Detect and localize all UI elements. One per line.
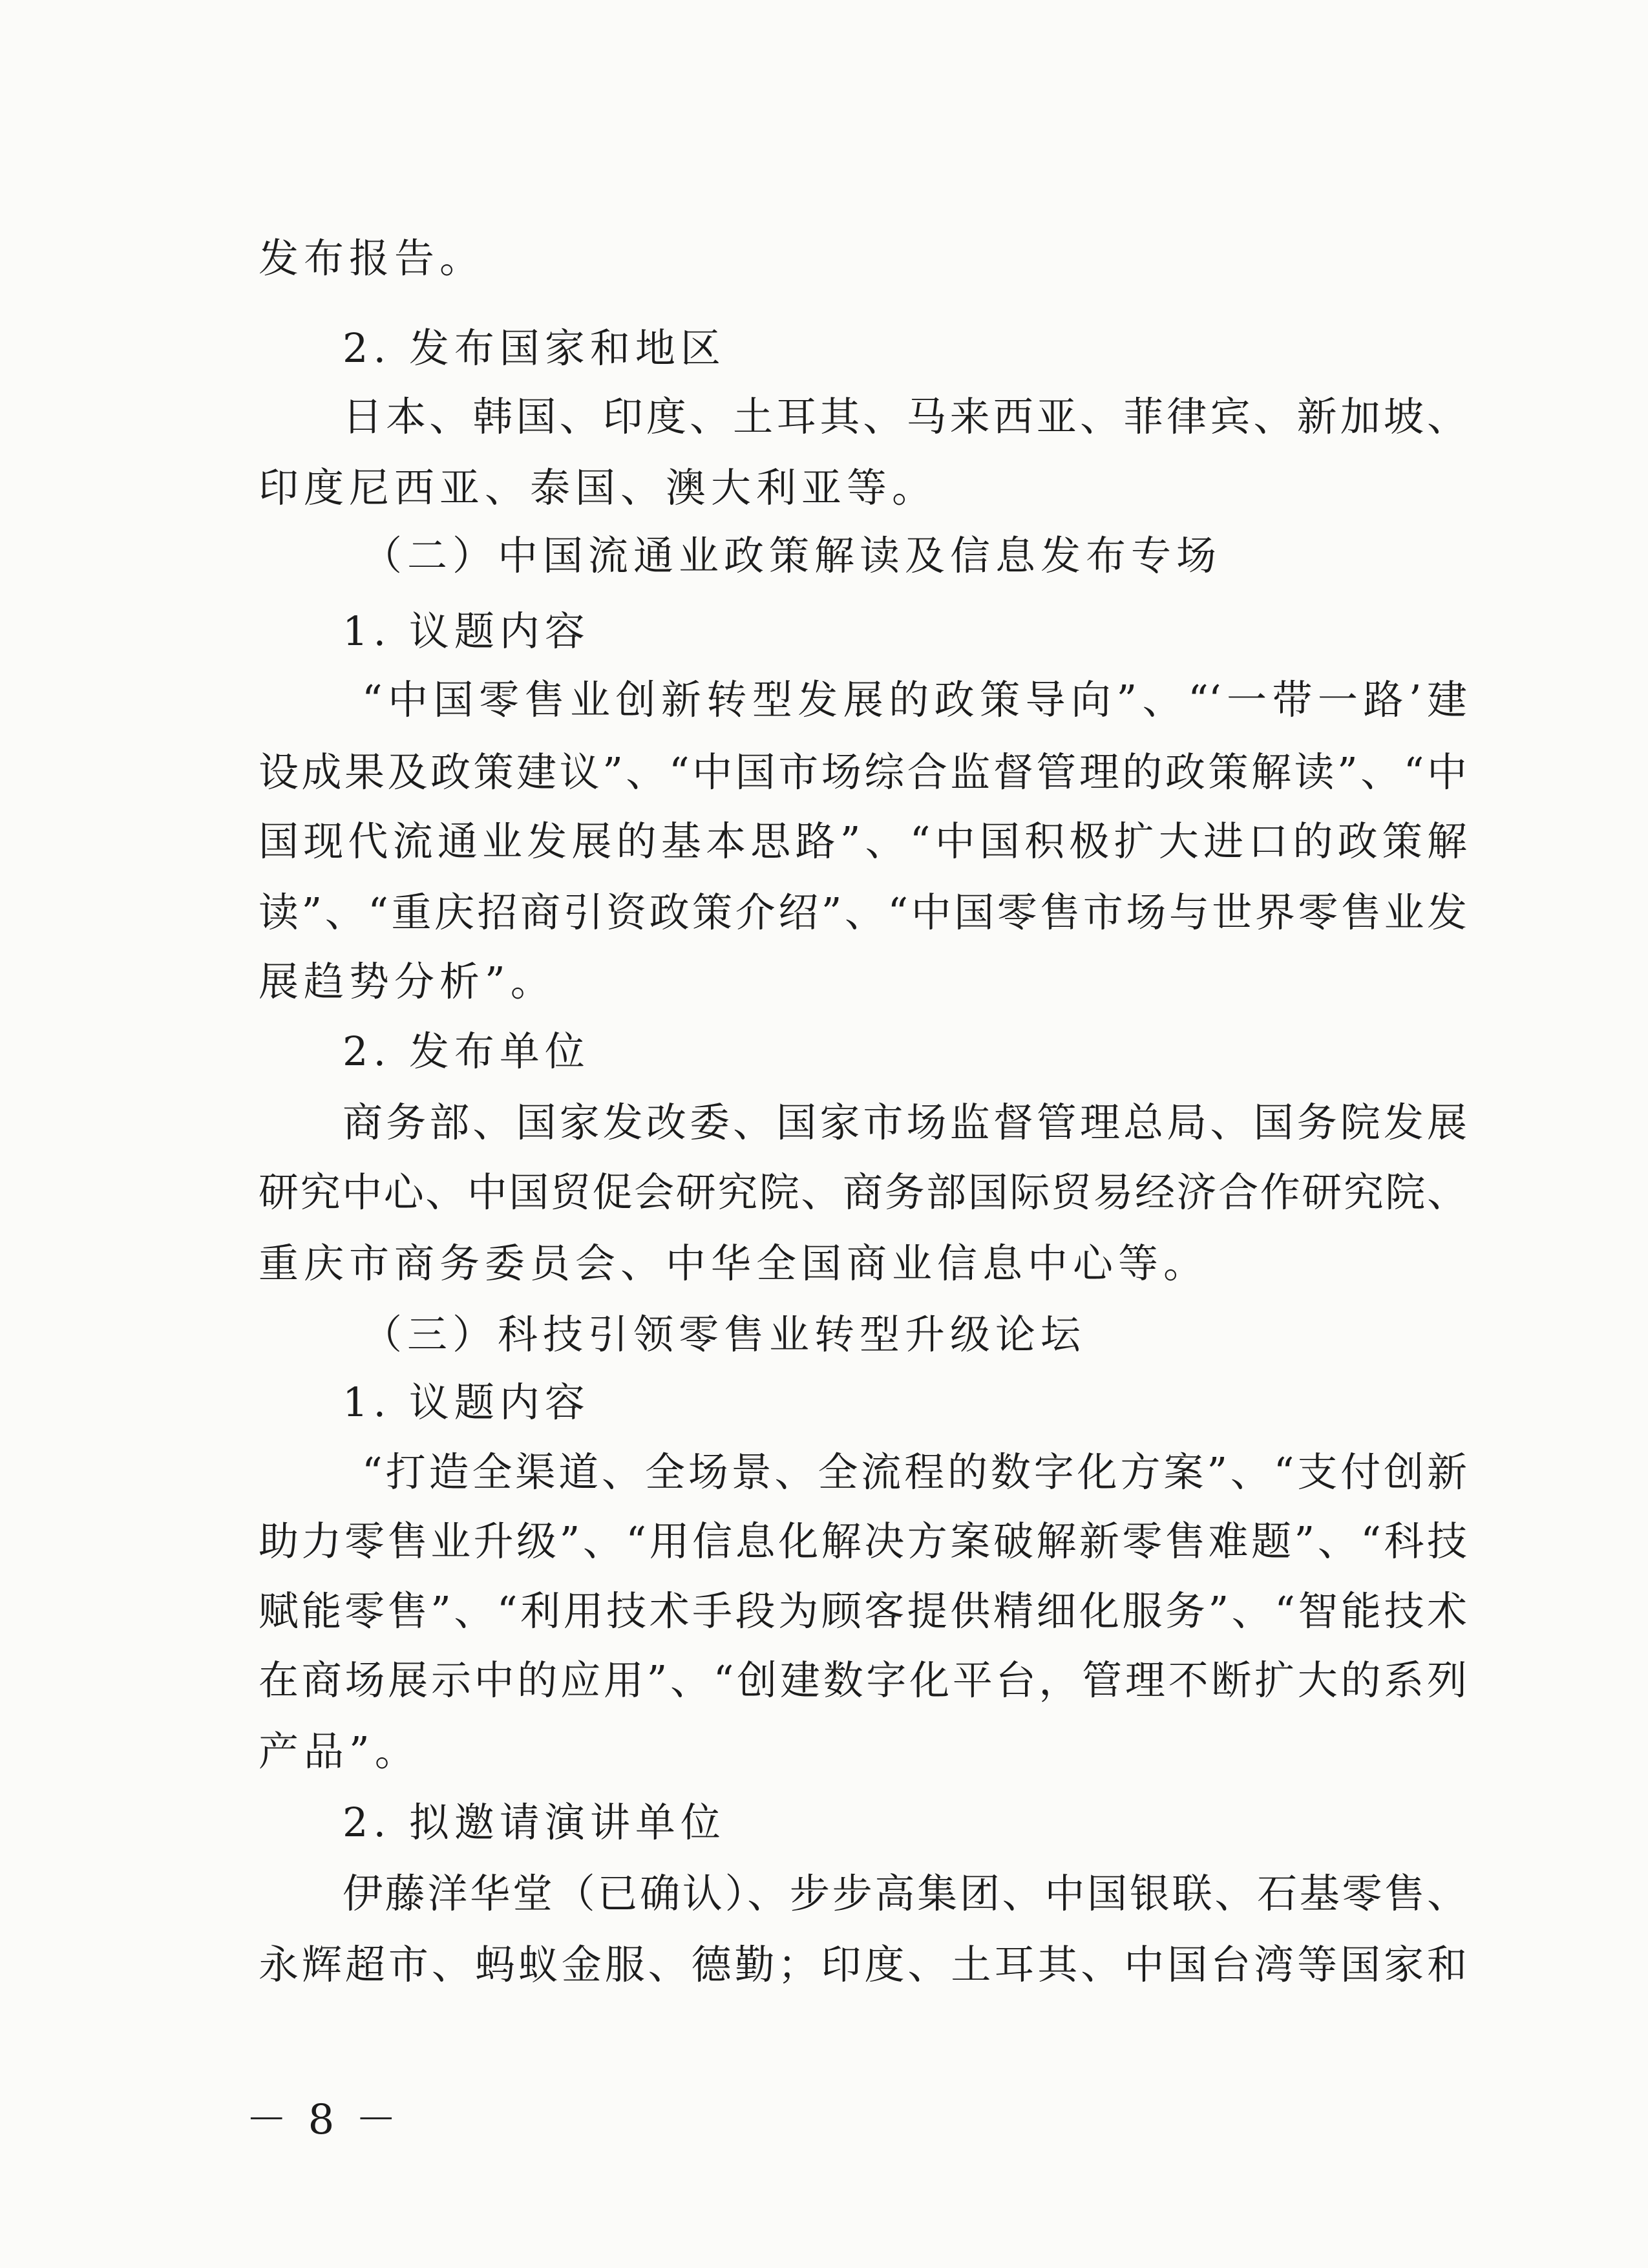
- subheading-countries: 2. 发布国家和地区: [343, 324, 726, 372]
- text-line: 赋能零售”、“利用技术手段为顾客提供精细化服务”、“智能技术: [259, 1587, 1467, 1635]
- text-line: 读”、“重庆招商引资政策介绍”、“中国零售市场与世界零售业发: [259, 889, 1467, 936]
- text-line: “打造全渠道、全场景、全流程的数字化方案”、“支付创新: [362, 1448, 1467, 1496]
- text-line: 印度尼西亚、泰国、澳大利亚等。: [259, 464, 938, 511]
- text-line: 国现代流通业发展的基本思路”、“中国积极扩大进口的政策解: [259, 818, 1467, 865]
- text-line: “中国零售业创新转型发展的政策导向”、“‘一带一路’建: [362, 676, 1467, 723]
- subheading-publishers: 2. 发布单位: [343, 1028, 590, 1075]
- text-line: 助力零售业升级”、“用信息化解决方案破解新零售难题”、“科技: [259, 1518, 1467, 1565]
- text-line: 日本、韩国、印度、土耳其、马来西亚、菲律宾、新加坡、: [343, 393, 1467, 440]
- text-line: 发布报告。: [259, 235, 485, 282]
- text-line: 设成果及政策建议”、“中国市场综合监督管理的政策解读”、“中: [259, 748, 1467, 796]
- text-line: 在商场展示中的应用”、“创建数字化平台，管理不断扩大的系列: [259, 1657, 1467, 1704]
- section-heading-3: （三）科技引领零售业转型升级论坛: [362, 1311, 1086, 1358]
- subheading-topics: 1. 议题内容: [343, 608, 590, 655]
- text-line: 展趋势分析”。: [259, 958, 556, 1005]
- text-line: 重庆市商务委员会、中华全国商业信息中心等。: [259, 1240, 1209, 1287]
- text-line: 商务部、国家发改委、国家市场监督管理总局、国务院发展: [343, 1099, 1467, 1146]
- text-line: 产品”。: [259, 1728, 420, 1775]
- text-line: 研究中心、中国贸促会研究院、商务部国际贸易经济合作研究院、: [259, 1169, 1467, 1216]
- page-number: － 8 －: [246, 2096, 401, 2144]
- subheading-speakers: 2. 拟邀请演讲单位: [343, 1799, 726, 1846]
- section-heading-2: （二）中国流通业政策解读及信息发布专场: [362, 532, 1222, 579]
- text-line: 伊藤洋华堂（已确认）、步步高集团、中国银联、石基零售、: [343, 1870, 1467, 1917]
- text-line: 永辉超市、蚂蚁金服、德勤；印度、土耳其、中国台湾等国家和: [259, 1941, 1467, 1988]
- subheading-topics: 1. 议题内容: [343, 1379, 590, 1426]
